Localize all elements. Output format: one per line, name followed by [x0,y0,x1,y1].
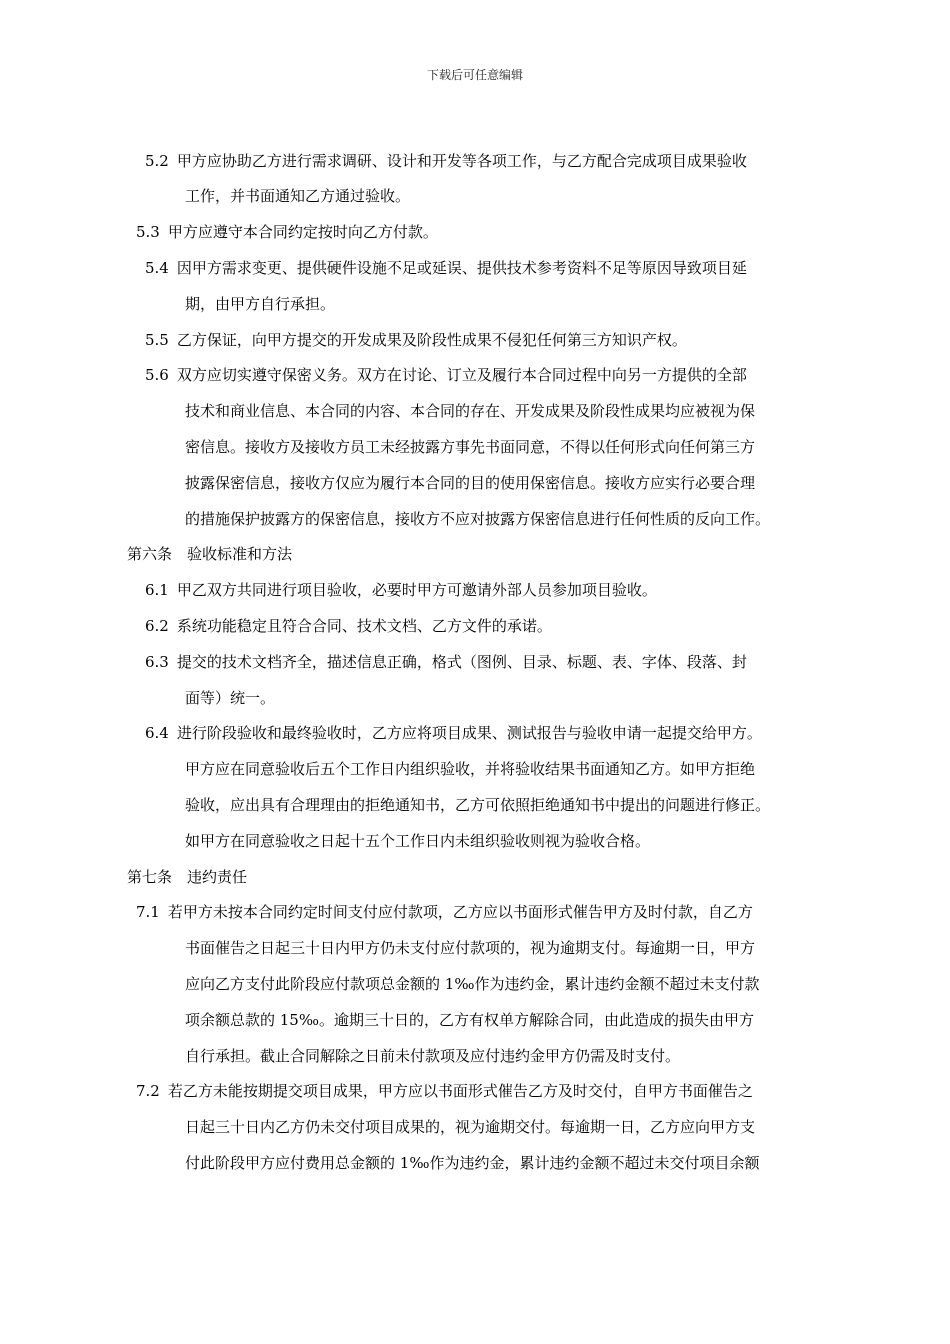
clause-text: 因甲方需求变更、提供硬件设施不足或延误、提供技术参考资料不足等原因导致项目延 [176,259,747,277]
section-heading [127,868,247,886]
clause-number: 5.3 [136,223,160,241]
clause-text: 如甲方在同意验收之日起十五个工作日内未组织验收则视为验收合格。 [185,832,651,850]
clause-number: 6.4 [145,724,169,742]
clause-text: 项余额总款的 15‰。逾期三十日的，乙方有权单方解除合同，由此造成的损失由甲方 [185,1011,754,1029]
page-header: 下载后可任意编辑 [426,68,523,82]
clause-text: 面等）统一。 [185,689,276,707]
clause-number: 5.6 [145,366,169,384]
clause-text: 甲乙双方共同进行项目验收，必要时甲方可邀请外部人员参加项目验收。 [176,581,657,599]
clause-text: 的措施保护披露方的保密信息，接收方不应对披露方保密信息进行任何性质的反向工作。 [185,510,771,528]
clause-line [185,832,650,850]
clause-text: 日起三十日内乙方仍未交付项目成果的，视为逾期交付。每逾期一日，乙方应向甲方支 [185,1118,756,1136]
clause-text: 提交的技术文档齐全，描述信息正确，格式（图例、目录、标题、表、字体、段落、封 [176,653,747,671]
clause-text: 双方应切实遵守保密义务。双方在讨论、订立及履行本合同过程中向另一方提供的全部 [176,366,747,384]
clause-number: 6.2 [145,617,169,635]
clause-text: 甲方应在同意验收后五个工作日内组织验收，并将验收结果书面通知乙方。如甲方拒绝 [185,760,756,778]
section-heading [127,545,292,563]
clause-text: 若乙方未能按期提交项目成果，甲方应以书面形式催告乙方及时交付，自甲方书面催告之 [167,1082,753,1100]
clause-line [185,1118,755,1136]
clause-line [185,438,755,456]
clause-line [145,259,747,277]
clause-number: 6.1 [145,581,169,599]
clause-line [185,975,759,993]
clause-line [185,939,755,957]
clause-line [185,796,770,814]
clause-line [145,581,657,599]
clause-line [145,617,552,635]
clause-line [136,1082,753,1100]
clause-text: 付此阶段甲方应付费用总金额的 1‰作为违约金，累计违约金额不超过未交付项目余额 [185,1154,760,1172]
clause-text: 自行承担。截止合同解除之日前未付款项及应付违约金甲方仍需及时支付。 [185,1047,681,1065]
clause-text: 甲方应遵守本合同约定按时向乙方付款。 [167,223,438,241]
section-heading-text: 第七条 违约责任 [127,868,248,886]
clause-text: 验收，应出具有合理理由的拒绝通知书，乙方可依照拒绝通知书中提出的问题进行修正。 [185,796,771,814]
clause-line [185,295,335,313]
clause-line [185,402,755,420]
clause-line [185,474,755,492]
clause-line [136,903,753,921]
clause-line [145,653,747,671]
clause-line [145,331,687,349]
clause-number: 5.2 [145,152,169,170]
clause-line [136,223,438,241]
clause-number: 7.1 [136,903,160,921]
clause-line [185,1011,754,1029]
clause-text: 系统功能稳定且符合合同、技术文档、乙方文件的承诺。 [176,617,552,635]
clause-text: 若甲方未按本合同约定时间支付应付款项，乙方应以书面形式催告甲方及时付款，自乙方 [167,903,753,921]
clause-text: 乙方保证，向甲方提交的开发成果及阶段性成果不侵犯任何第三方知识产权。 [176,331,687,349]
section-heading-text: 第六条 验收标准和方法 [127,545,293,563]
clause-text: 书面催告之日起三十日内甲方仍未支付应付款项的，视为逾期支付。每逾期一日，甲方 [185,939,756,957]
clause-text: 密信息。接收方及接收方员工未经披露方事先书面同意，不得以任何形式向任何第三方 [185,438,756,456]
clause-number: 7.2 [136,1082,160,1100]
clause-line [145,152,747,170]
clause-text: 工作，并书面通知乙方通过验收。 [185,187,411,205]
clause-text: 甲方应协助乙方进行需求调研、设计和开发等各项工作，与乙方配合完成项目成果验收 [176,152,747,170]
clause-line [185,510,770,528]
clause-line [185,689,275,707]
clause-line [185,760,755,778]
clause-line [185,1047,680,1065]
clause-line [185,187,410,205]
clause-text: 披露保密信息，接收方仅应为履行本合同的目的使用保密信息。接收方应实行必要合理 [185,474,756,492]
clause-line [145,366,747,384]
clause-text: 进行阶段验收和最终验收时，乙方应将项目成果、测试报告与验收申请一起提交给甲方。 [176,724,762,742]
clause-line [185,1154,759,1172]
clause-number: 5.4 [145,259,169,277]
clause-text: 应向乙方支付此阶段应付款项总金额的 1‰作为违约金，累计违约金额不超过未支付款 [185,975,760,993]
clause-text: 技术和商业信息、本合同的内容、本合同的存在、开发成果及阶段性成果均应被视为保 [185,402,756,420]
clause-number: 5.5 [145,331,169,349]
clause-line [145,724,762,742]
clause-text: 期，由甲方自行承担。 [185,295,336,313]
clause-number: 6.3 [145,653,169,671]
